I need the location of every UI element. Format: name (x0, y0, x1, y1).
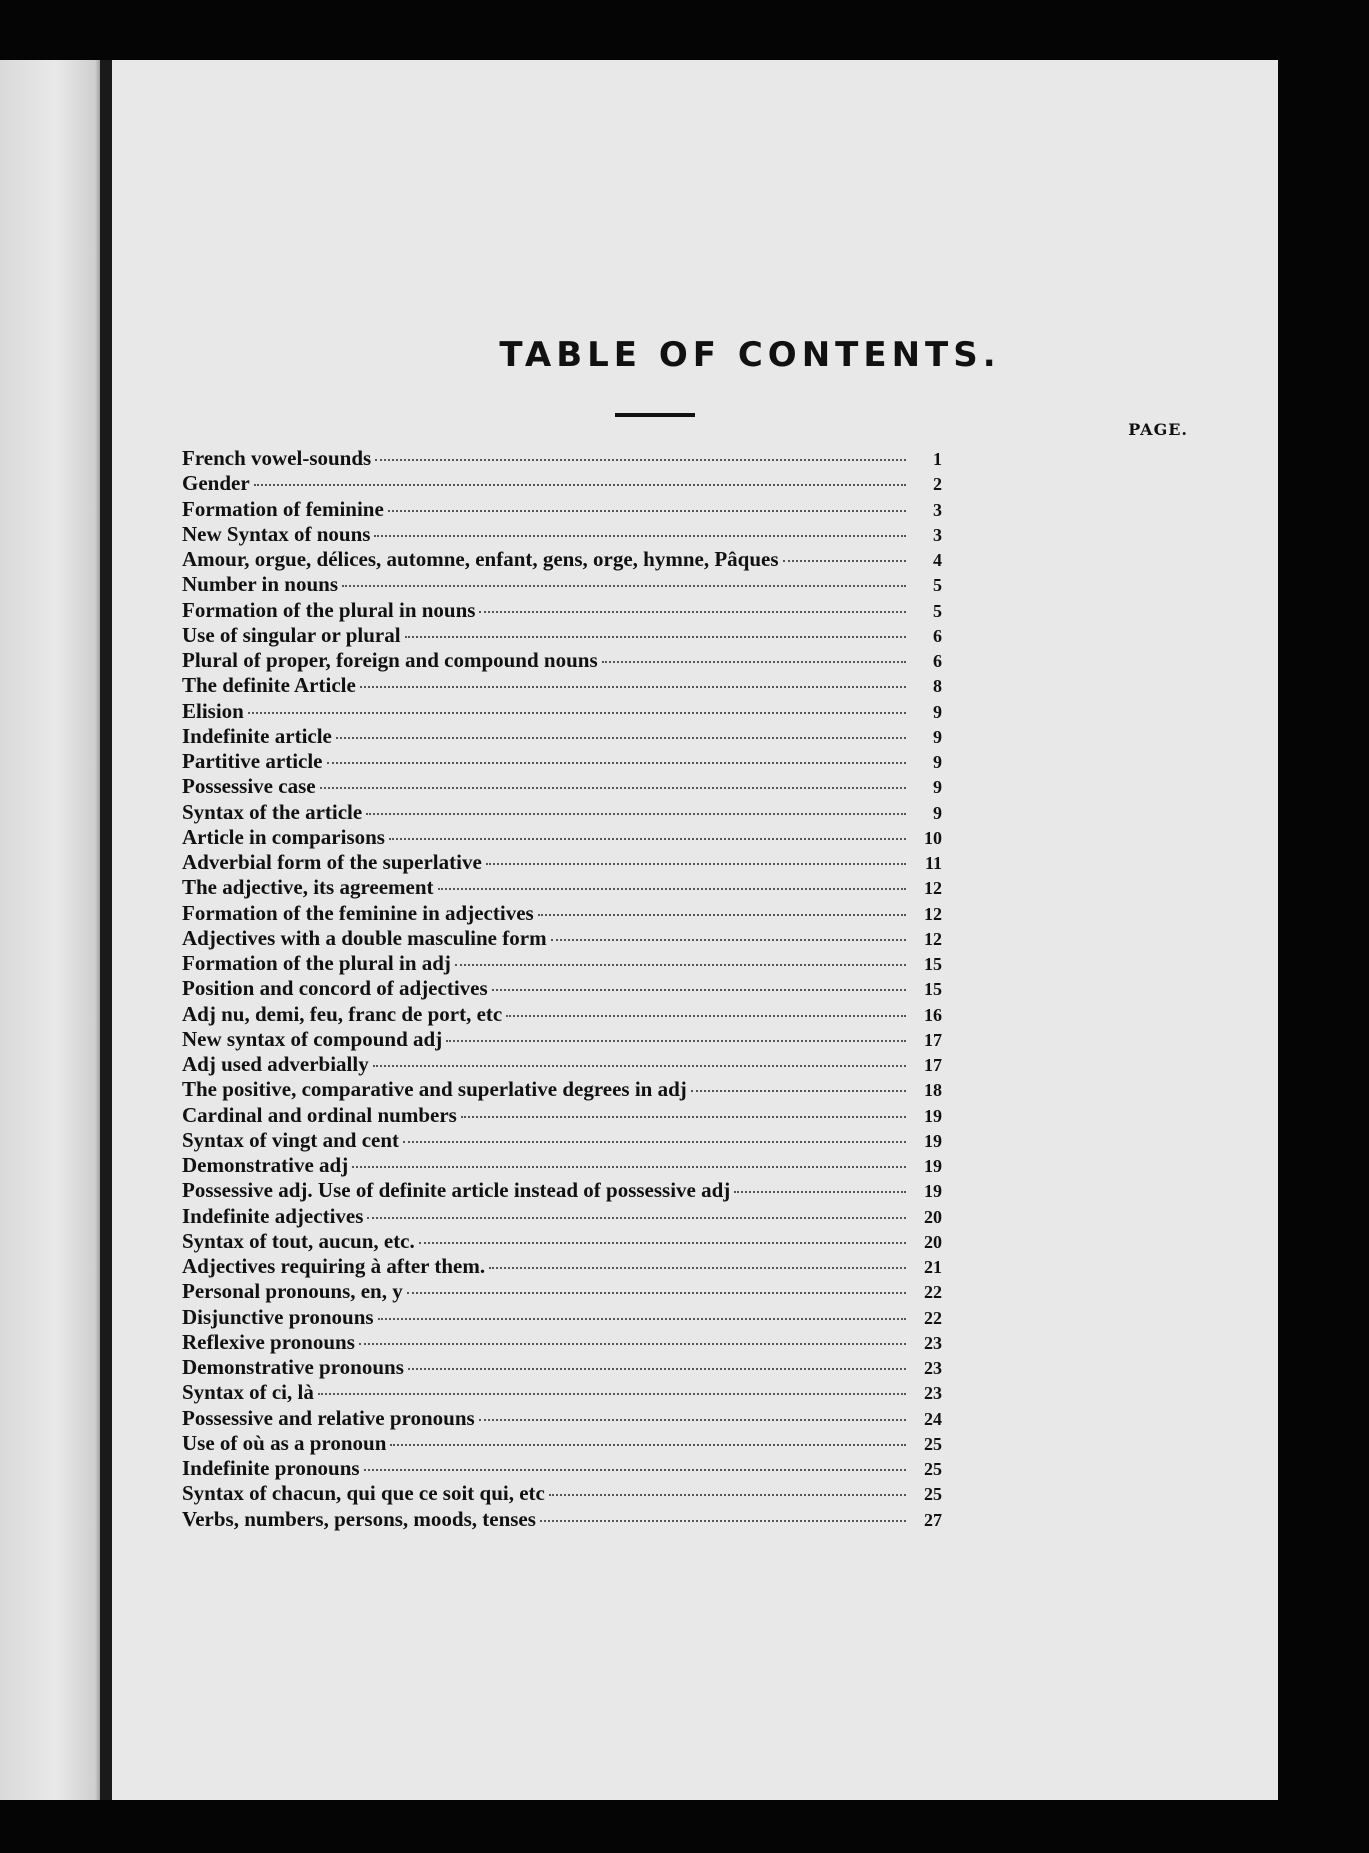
toc-entry (182, 1406, 942, 1431)
toc-entry-title: Gender (182, 471, 250, 496)
dot-leader (438, 888, 906, 890)
toc-entry-title: The adjective, its agreement (182, 875, 434, 900)
dot-leader (327, 762, 907, 764)
dot-leader (479, 611, 906, 613)
toc-entry-page: 17 (924, 1055, 942, 1075)
dot-leader (336, 737, 906, 739)
dot-leader (375, 459, 906, 461)
toc-entry-title: Reflexive pronouns (182, 1329, 355, 1354)
dot-leader (455, 964, 906, 966)
toc-entry-page: 9 (933, 777, 942, 798)
toc-entry-page: 9 (933, 701, 942, 722)
dot-leader (318, 1393, 906, 1395)
toc-entry-page: 16 (924, 1004, 942, 1025)
toc-entry (182, 673, 942, 698)
toc-entry-title: Disjunctive pronouns (182, 1304, 374, 1329)
toc-entry (182, 572, 942, 597)
toc-entry-page: 25 (924, 1459, 942, 1479)
toc-entry-page: 2 (933, 474, 942, 495)
toc-entry-title: Plural of proper, foreign and compound nouns (182, 648, 598, 672)
toc-entry (182, 1002, 942, 1027)
dot-leader (374, 535, 906, 537)
toc-entry (182, 522, 942, 547)
toc-entry-page: 9 (933, 752, 942, 772)
dot-leader (352, 1166, 906, 1168)
toc-entry-title: Number in nouns (182, 572, 339, 597)
toc-entry-page: 5 (933, 575, 942, 596)
toc-entry (182, 1103, 942, 1128)
toc-entry-page: 3 (933, 524, 942, 545)
toc-entry (182, 1330, 942, 1355)
toc-entry-title: Cardinal and ordinal numbers (182, 1102, 457, 1127)
page-title: TABLE OF CONTENTS. (499, 335, 1001, 375)
toc-entry-title: Use of singular or plural (182, 622, 401, 647)
dot-leader (390, 1444, 906, 1446)
dot-leader (734, 1191, 906, 1193)
dot-leader (419, 1242, 906, 1244)
toc-entry-page: 15 (924, 954, 942, 974)
toc-entry-title: Formation of the feminine in adjectives (182, 900, 534, 925)
toc-entry-page: 8 (933, 676, 942, 697)
toc-entry-title: New Syntax of nouns (182, 521, 371, 546)
title-rule (615, 413, 695, 417)
toc-entry-title: Partitive article (182, 749, 323, 773)
dot-leader (489, 1267, 906, 1269)
toc-entry (182, 1229, 942, 1254)
toc-entry-title: New syntax of compound adj (182, 1026, 443, 1051)
toc-entry (182, 1481, 942, 1506)
dot-leader (378, 1318, 906, 1320)
toc-entry (182, 1254, 942, 1279)
toc-entry-page: 23 (924, 1358, 942, 1378)
toc-entry (182, 1204, 942, 1229)
toc-entry (182, 774, 942, 799)
toc-entry (182, 875, 942, 900)
toc-entry-page: 25 (924, 1484, 942, 1505)
toc-entry (182, 951, 942, 976)
dot-leader (479, 1419, 906, 1421)
toc-entry (182, 547, 942, 572)
toc-entry (182, 648, 942, 673)
toc-entry-page: 12 (924, 878, 942, 899)
toc-entry-page: 10 (924, 827, 942, 848)
dot-leader (360, 686, 906, 688)
toc-entry-page: 3 (933, 499, 942, 520)
dot-leader (405, 636, 906, 638)
dot-leader (248, 712, 906, 714)
toc-entry (182, 1431, 942, 1456)
toc-entry-page: 22 (924, 1282, 942, 1303)
toc-entry-page: 20 (924, 1231, 942, 1252)
toc-entry-title: Amour, orgue, délices, automne, enfant, gens, orge, hymne, Pâques (182, 547, 779, 571)
toc-entry (182, 598, 942, 623)
dot-leader (486, 863, 906, 865)
toc-entry-title: Position and concord of adjectives (182, 976, 488, 1001)
toc-entry-title: Verbs, numbers, persons, moods, tenses (182, 1506, 536, 1531)
toc-entry-page: 1 (933, 449, 942, 469)
dot-leader (540, 1520, 906, 1522)
toc-entry-title: Demonstrative adj (182, 1153, 349, 1177)
dot-leader (367, 1217, 906, 1219)
toc-entry-page: 12 (924, 903, 942, 924)
toc-entry-page: 19 (924, 1130, 942, 1151)
dot-leader (342, 585, 906, 587)
toc-entry-page: 18 (924, 1080, 942, 1101)
toc-entry (182, 749, 942, 774)
dot-leader (408, 1368, 906, 1370)
toc-entry-page: 19 (924, 1156, 942, 1176)
toc-entry-title: Possessive adj. Use of definite article instead of possessive adj (182, 1178, 731, 1203)
dot-leader (359, 1343, 906, 1345)
toc-entry (182, 800, 942, 825)
toc-entry (182, 1027, 942, 1052)
dot-leader (549, 1494, 906, 1496)
toc-entry-title: Possessive case (182, 774, 316, 799)
toc-entry-title: Possessive and relative pronouns (182, 1405, 475, 1430)
toc-entry-title: Adj nu, demi, feu, franc de port, etc (182, 1001, 503, 1026)
toc-entry-page: 23 (924, 1332, 942, 1353)
toc-entry (182, 926, 942, 951)
toc-entry-title: Demonstrative pronouns (182, 1355, 404, 1379)
toc-entry-page: 6 (933, 651, 942, 671)
dot-leader (538, 914, 906, 916)
toc-entry-title: Adj used adverbially (182, 1052, 369, 1076)
toc-list (182, 446, 942, 1532)
toc-entry-page: 19 (924, 1105, 942, 1126)
toc-entry-title: French vowel-sounds (182, 446, 372, 470)
toc-entry-page: 25 (924, 1433, 942, 1454)
toc-entry-page: 11 (924, 853, 942, 873)
dot-leader (388, 510, 906, 512)
toc-entry (182, 1153, 942, 1178)
toc-entry-page: 5 (933, 600, 942, 621)
dot-leader (364, 1469, 906, 1471)
toc-entry-title: Adjectives with a double masculine form (182, 925, 547, 950)
toc-entry (182, 1077, 942, 1102)
toc-entry (182, 825, 942, 850)
toc-entry (182, 497, 942, 522)
toc-entry (182, 724, 942, 749)
dot-leader (389, 838, 906, 840)
toc-entry (182, 1355, 942, 1380)
toc-entry-title: Personal pronouns, en, y (182, 1279, 403, 1304)
toc-entry (182, 1128, 942, 1153)
contents-page (112, 60, 1278, 1800)
toc-entry-page: 19 (924, 1181, 942, 1202)
toc-entry-title: Use of où as a pronoun (182, 1430, 387, 1455)
dot-leader (602, 661, 906, 663)
toc-entry (182, 1305, 942, 1330)
toc-entry-title: Elision (182, 698, 244, 723)
toc-entry (182, 471, 942, 496)
dot-leader (506, 1015, 906, 1017)
toc-entry-title: Syntax of ci, là (182, 1380, 314, 1405)
toc-entry-title: Syntax of chacun, qui que ce soit qui, etc (182, 1481, 545, 1506)
dot-leader (446, 1040, 906, 1042)
toc-entry-title: The positive, comparative and superlative degrees in adj (182, 1077, 687, 1102)
toc-entry-page: 4 (933, 550, 942, 570)
dot-leader (320, 787, 906, 789)
toc-entry-title: Formation of the plural in nouns (182, 597, 476, 622)
toc-entry (182, 850, 942, 875)
toc-entry-title: Formation of the plural in adj (182, 951, 451, 975)
dot-leader (373, 1065, 906, 1067)
toc-entry-page: 22 (924, 1307, 942, 1328)
toc-entry-title: Indefinite adjectives (182, 1203, 364, 1228)
toc-entry (182, 976, 942, 1001)
toc-entry (182, 1456, 942, 1481)
toc-entry (182, 699, 942, 724)
dot-leader (366, 813, 906, 815)
toc-entry-title: Adverbial form of the superlative (182, 850, 482, 874)
toc-entry-title: Syntax of tout, aucun, etc. (182, 1228, 415, 1253)
toc-entry (182, 901, 942, 926)
toc-entry (182, 623, 942, 648)
toc-entry-page: 17 (924, 1029, 942, 1050)
toc-entry (182, 1507, 942, 1532)
toc-entry-title: Syntax of the article (182, 799, 363, 824)
toc-entry-page: 24 (924, 1408, 942, 1429)
toc-entry-page: 12 (924, 928, 942, 949)
toc-entry-page: 27 (924, 1509, 942, 1530)
dot-leader (403, 1141, 906, 1143)
toc-entry-page: 6 (933, 625, 942, 646)
toc-entry-page: 9 (933, 802, 942, 823)
toc-entry (182, 1178, 942, 1203)
toc-entry (182, 1279, 942, 1304)
toc-entry-page: 20 (924, 1206, 942, 1227)
dot-leader (461, 1116, 906, 1118)
toc-entry-title: Syntax of vingt and cent (182, 1127, 400, 1152)
toc-entry-title: Indefinite article (182, 723, 332, 748)
dot-leader (551, 939, 906, 941)
toc-entry (182, 446, 942, 471)
previous-page-edge (0, 60, 112, 1800)
toc-entry-title: Adjectives requiring à after them. (182, 1254, 486, 1278)
dot-leader (254, 484, 906, 486)
toc-entry (182, 1380, 942, 1405)
toc-entry-page: 15 (924, 979, 942, 1000)
toc-entry-title: The definite Article (182, 673, 356, 698)
dot-leader (783, 560, 906, 562)
toc-entry-title: Article in comparisons (182, 824, 385, 849)
dot-leader (492, 989, 906, 991)
dot-leader (407, 1292, 906, 1294)
toc-entry-page: 21 (924, 1257, 942, 1277)
toc-entry-page: 23 (924, 1383, 942, 1404)
page-column-header: PAGE. (1128, 420, 1188, 439)
toc-entry-title: Formation of feminine (182, 496, 384, 521)
dot-leader (691, 1090, 906, 1092)
toc-entry-title: Indefinite pronouns (182, 1456, 360, 1480)
toc-entry-page: 9 (933, 726, 942, 747)
toc-entry (182, 1052, 942, 1077)
